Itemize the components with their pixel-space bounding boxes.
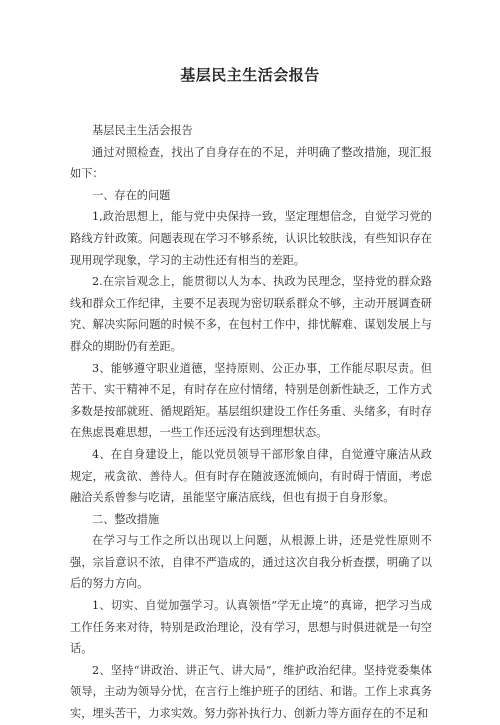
- paragraph-problem-2: 2.在宗旨观念上，能贯彻以人为本、执政为民理念，坚持党的群众路线和群众工作纪律，主要不足表现为密切联系群众不够，主动开展调查研究、解决实际问题的时候不多，在包村工作中，排忧解难、谋划发展上与群众的期盼仍有差距。: [70, 275, 432, 353]
- paragraph-measure-1: 1、切实、自觉加强学习。认真领悟“学无止境”的真谛，把学习当成工作任务来对待，特别是政治理论，没有学习，思想与时俱进就是一句空话。: [70, 599, 432, 656]
- paragraph-measures-intro: 在学习与工作之所以出现以上问题，从根源上讲，还是党性原则不强，宗旨意识不浓，自律不严造成的，通过这次自我分析查摆，明确了以后的努力方向。: [70, 534, 432, 591]
- paragraph-problem-1: 1,政治思想上，能与党中央保持一致，坚定理想信念，自觉学习党的路线方针政策。问题表现在学习不够系统，认识比较肤浅，有些知识存在现用现学现象，学习的主动性还有相当的差距。: [70, 210, 432, 267]
- section-heading-problems: 一、存在的问题: [92, 188, 171, 202]
- paragraph-problem-4: 4、在自身建设上，能以党员领导干部形象自律，自觉遵守廉洁从政规定，戒贪欲、善待人。但有时存在随波逐流倾向，有时碍于情面，考虑融洽关系曾参与吃请，虽能坚守廉洁底线，但也有损于自身形象。: [70, 447, 432, 505]
- section-heading-measures: 二、整改措施: [92, 512, 160, 526]
- document-body: [70, 120, 432, 725]
- paragraph-intro: 通过对照检查，找出了自身存在的不足，并明确了整改措施，现汇报如下：: [70, 145, 432, 181]
- paragraph-heading-repeat: 基层民主生活会报告: [92, 124, 193, 137]
- paragraph-problem-3: 3、能够遵守职业道德，坚持原则、公正办事，工作能尽职尽责。但苦干、实干精神不足，有时存在应付情绪，特别是创新性缺乏，工作方式多数是按部就班、循规蹈矩。基层组织建设工作任务重、头绪多，有时存在焦虑畏难思想，一些工作还远没有达到理想状态。: [70, 361, 432, 440]
- paragraph-measure-2: 2、坚持“讲政治、讲正气、讲大局”，维护政治纪律。坚持党委集体领导，主动为领导分忧，在言行上维护班子的团结、和谐。工作上求真务实，埋头苦干，力求实效。努力弥补执行力、创新力等方面存在的不足和: [70, 663, 432, 721]
- document-title: 基层民主生活会报告: [180, 66, 320, 84]
